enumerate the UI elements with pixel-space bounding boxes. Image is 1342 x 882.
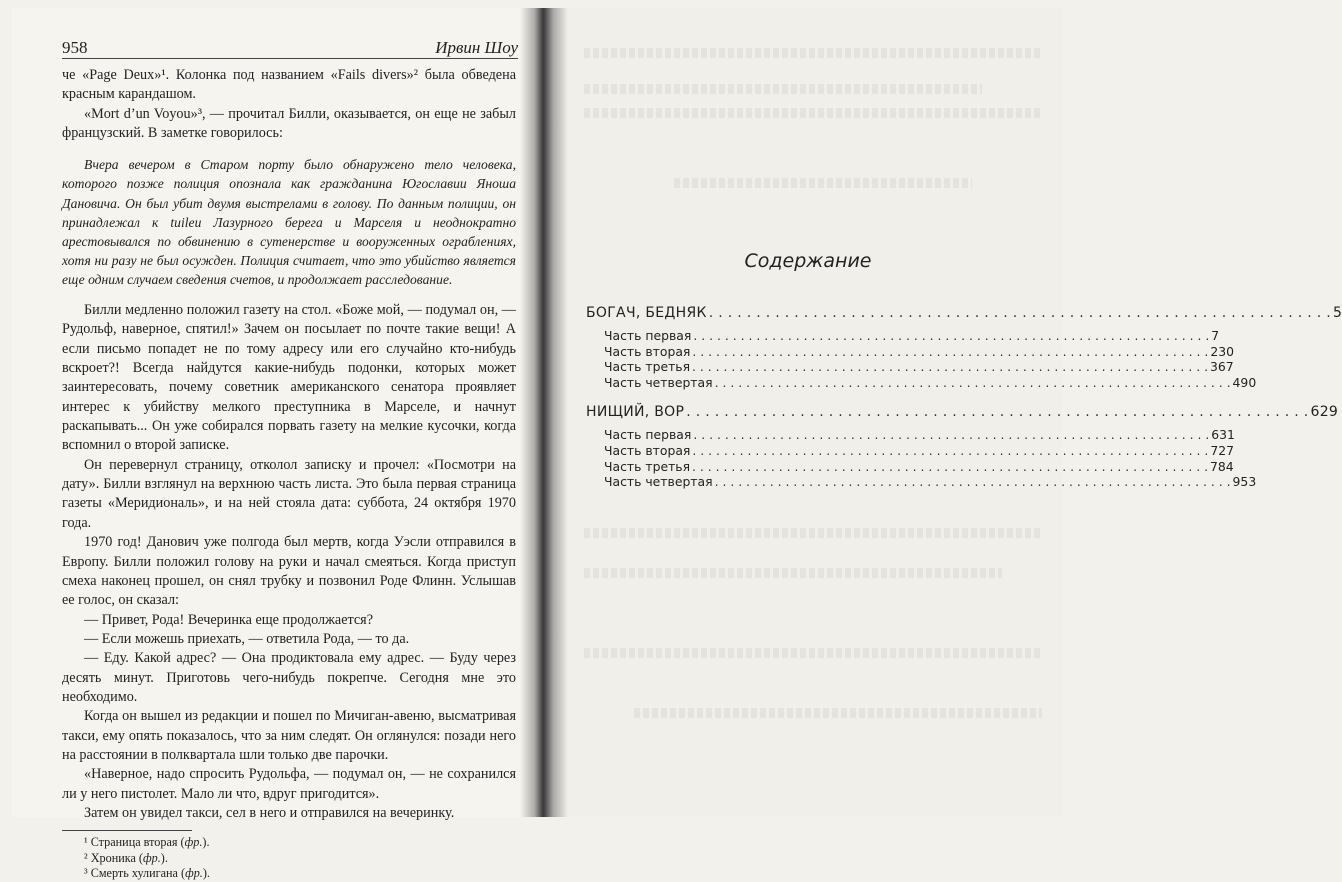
paragraph: Он перевернул страницу, отколол записку и прочел: «Посмотри на дату». Билли взглянул на верхнюю часть листа. Это была первая страница газеты «Меридиональ», и на ней стояла дата: суббота, 24 октября 1970 года. [62, 456, 516, 531]
left-page [12, 8, 540, 881]
paragraph: че «Page Deux»¹. Колонка под названием «Fails divers»² была обведена красным карандашом. [62, 67, 516, 103]
toc-entry-part: НИЩИЙ, ВОР . . . 629 [586, 404, 1020, 427]
bleed-through-text [584, 48, 1042, 58]
bleed-through-text [584, 84, 982, 94]
toc-entry: Часть четвертая . . . 953 [586, 474, 1020, 490]
toc-entry: Часть первая . . . 631 [586, 427, 1020, 443]
dialogue-line: — Привет, Рода! Вечеринка еще продолжается? [84, 611, 373, 628]
paragraph: Билли медленно положил газету на стол. «Боже мой, — подумал он, — Рудольф, наверное, спятил!» Зачем он посылает по почте такие вещи! А если письмо попадет не по тому адресу или его случайно кто-нибудь вскроет?! Всегда найдутся какие-нибудь подонки, которых может заинтересовать, почему советник американского сенатора проявляет интерес к убийству мелкого преступника в Марселе, и начнут раскапывать... Он уже собирался порвать газету на мелкие кусочки, когда вспомнил о второй записке. [62, 302, 516, 454]
right-page [554, 8, 1342, 817]
bleed-through-text [584, 528, 1042, 538]
paragraph: Когда он вышел из редакции и пошел по Мичиган-авеню, высматривая такси, ему опять показалось, что за ним следят. Он оглянулся: позади него на расстоянии в полквартала шли только две парочки. [62, 708, 516, 763]
bleed-through-text [634, 708, 1042, 718]
book-spine-gutter [520, 8, 568, 817]
newspaper-quote: Вчера вечером в Старом порту было обнаружено тело человека, которого позже полиция опознала как гражданина Югославии Яноша Дановича. Он был убит двумя выстрелами в голову. По данным полиции, он принадлежал к tuileu Лазурного берега и Марселя и неоднократно арестовывался по обвинению в сутенерстве и вооруженных ограблениях, хотя ни разу не был осужден. Полиция считает, что это убийство является еще одним случаем сведения счетов, и продолжает расследование. [62, 157, 516, 287]
dialogue-line: — Еду. Какой адрес? — Она продиктовала ему адрес. — Буду через десять минут. Приготовь чего-нибудь покрепче. Сегодня мне это необходимо. [62, 650, 516, 705]
page-number: 958 [62, 38, 88, 57]
paragraph: Затем он увидел такси, сел в него и отправился на вечеринку. [84, 804, 455, 821]
toc-entry: Часть четвертая . . . 490 [586, 375, 1020, 391]
footnote-divider [62, 830, 192, 831]
toc-entry: Часть третья . . . 784 [586, 459, 1020, 475]
table-of-contents [586, 305, 1342, 490]
paragraph: 1970 год! Данович уже полгода был мертв, когда Уэсли отправился в Европу. Билли положил голову на руки и начал смеяться. Когда приступ смеха наконец прошел, он снял трубку и позвонил Роде Флинн. Услышав ее голос, он сказал: [62, 534, 516, 609]
bleed-through-text [584, 108, 1042, 118]
running-header [62, 34, 518, 59]
toc-entry: Часть вторая . . . 727 [586, 443, 1020, 459]
toc-entry: Часть третья . . . 367 [586, 359, 1020, 375]
footnote: ² Хроника (фр.). [84, 850, 168, 865]
body-text [62, 66, 516, 882]
footnote: ¹ Страница вторая (фр.). [84, 835, 210, 850]
bleed-through-text [584, 568, 1002, 578]
toc-entry: Часть вторая . . . 230 [586, 344, 1020, 360]
bleed-through-text [584, 648, 1042, 658]
dialogue-line: — Если можешь приехать, — ответила Рода, — то да. [84, 630, 410, 647]
footnote: ³ Смерть хулигана (фр.). [84, 866, 210, 881]
toc-entry: Часть первая . . . 7 [586, 328, 1020, 344]
paragraph: «Наверное, надо спросить Рудольфа, — подумал он, — не сохранился ли у него пистолет. Мало ли что, вдруг пригодится». [62, 766, 516, 802]
bleed-through-text [674, 178, 972, 188]
running-head-author: Ирвин Шоу [435, 38, 518, 57]
toc-entry-part: БОГАЧ, БЕДНЯК . . . 5 [586, 305, 1020, 328]
toc-title: Содержание [744, 250, 872, 272]
paragraph: «Mort d’un Voyou»³, — прочитал Билли, оказывается, он еще не забыл французский. В заметке говорилось: [62, 105, 516, 142]
